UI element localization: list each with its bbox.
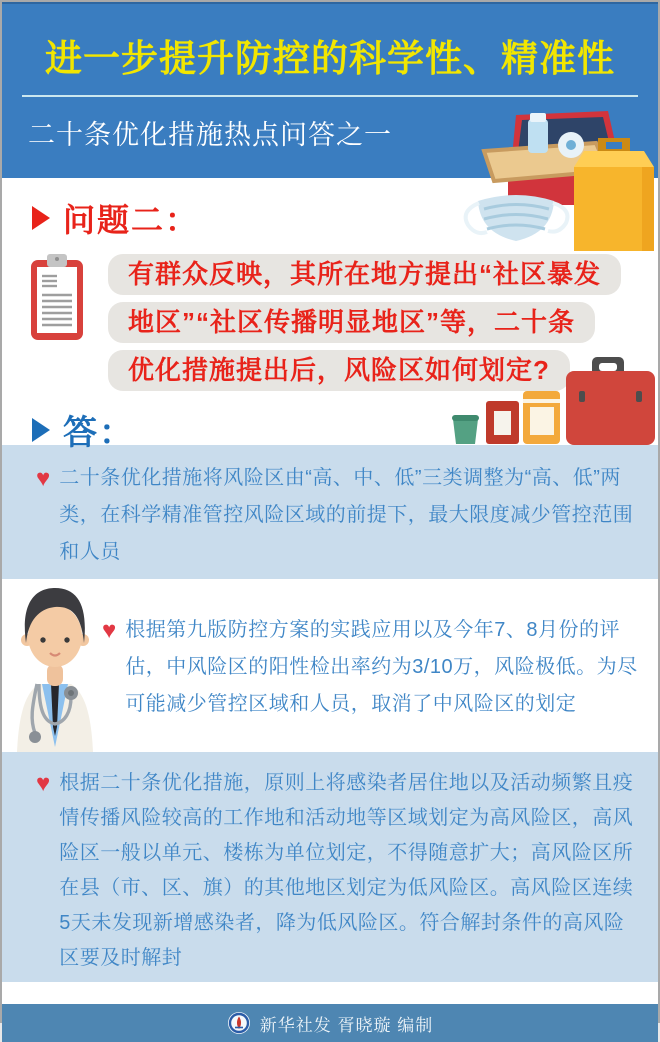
yellow-box-top <box>574 151 654 167</box>
answer-label: 答： <box>63 414 135 452</box>
footer <box>2 1004 658 1042</box>
page-title: 进一步提升防控的科学性、精准性 <box>45 38 615 79</box>
question-bubble: 优化措施提出后，风险区如何划定? <box>108 350 570 391</box>
question-label: 问题二： <box>63 202 200 238</box>
heart-icon: ♥ <box>102 617 117 644</box>
heart-icon: ♥ <box>36 465 51 492</box>
triangle-bullet-icon <box>32 206 50 230</box>
credit-text: 新华社发 胥晓璇 编制 <box>259 1015 434 1035</box>
vial-cap <box>530 113 546 122</box>
answer-panel-3 <box>2 752 658 982</box>
green-cup <box>453 419 478 444</box>
footer-gap <box>2 982 658 1004</box>
jar-center <box>566 140 576 150</box>
medical-kit-illustration <box>456 105 656 253</box>
answer-bullet <box>36 460 640 571</box>
answer-bullet <box>36 766 642 976</box>
clipboard-icon <box>30 254 84 342</box>
answer-text: 二十条优化措施将风险区由“高、中、低”三类调整为“高、低”两类，在科学精准管控风险区域的前提下，最大限度减少管控范围和人员 <box>59 467 634 563</box>
stethoscope-chestpiece <box>29 731 41 743</box>
doctor-neck <box>47 664 63 686</box>
triangle-bullet-icon <box>32 418 50 442</box>
answer-text: 根据二十条优化措施，原则上将感染者居住地以及活动频繁且疫情传播风险较高的工作地和活动地等区域划定为高风险区，高风险区一般以单元、楼栋为单位划定，不得随意扩大；高风险区所在县（市、区、旗）的其他地区划定为低风险区。高风险区连续5天未发现新增感染者，降为低风险区。符合解封条件的高风险区要及时解封 <box>59 772 634 969</box>
vial <box>528 119 548 153</box>
yellow-box-side <box>642 167 654 251</box>
answer-panel-2 <box>2 579 658 752</box>
toolbox <box>566 371 655 445</box>
xinhua-logo-icon <box>227 1011 251 1035</box>
yellow-box-handle-hole <box>606 142 622 149</box>
subtitle: 二十条优化措施热点问答之一 <box>28 120 392 150</box>
question-bubble: 有群众反映，其所在地方提出“社区暴发 <box>108 254 621 295</box>
answer-bullet <box>102 579 658 752</box>
title-divider <box>22 95 638 97</box>
question-bubble: 地区”“社区传播明显地区”等，二十条 <box>108 302 595 343</box>
doctor-illustration <box>8 579 102 752</box>
answer-text: 根据第九版防控方案的实践应用以及今年7、8月份的评估，中风险区的阳性检出率约为3/10万，风险极低。为尽可能减少管控区域和人员，取消了中风险区的划定 <box>125 619 638 715</box>
medicine-bottles-illustration <box>446 349 656 445</box>
first-aid-case-mask-illustration <box>456 105 656 253</box>
answer-panel-1 <box>2 445 658 579</box>
heart-icon: ♥ <box>36 770 51 797</box>
